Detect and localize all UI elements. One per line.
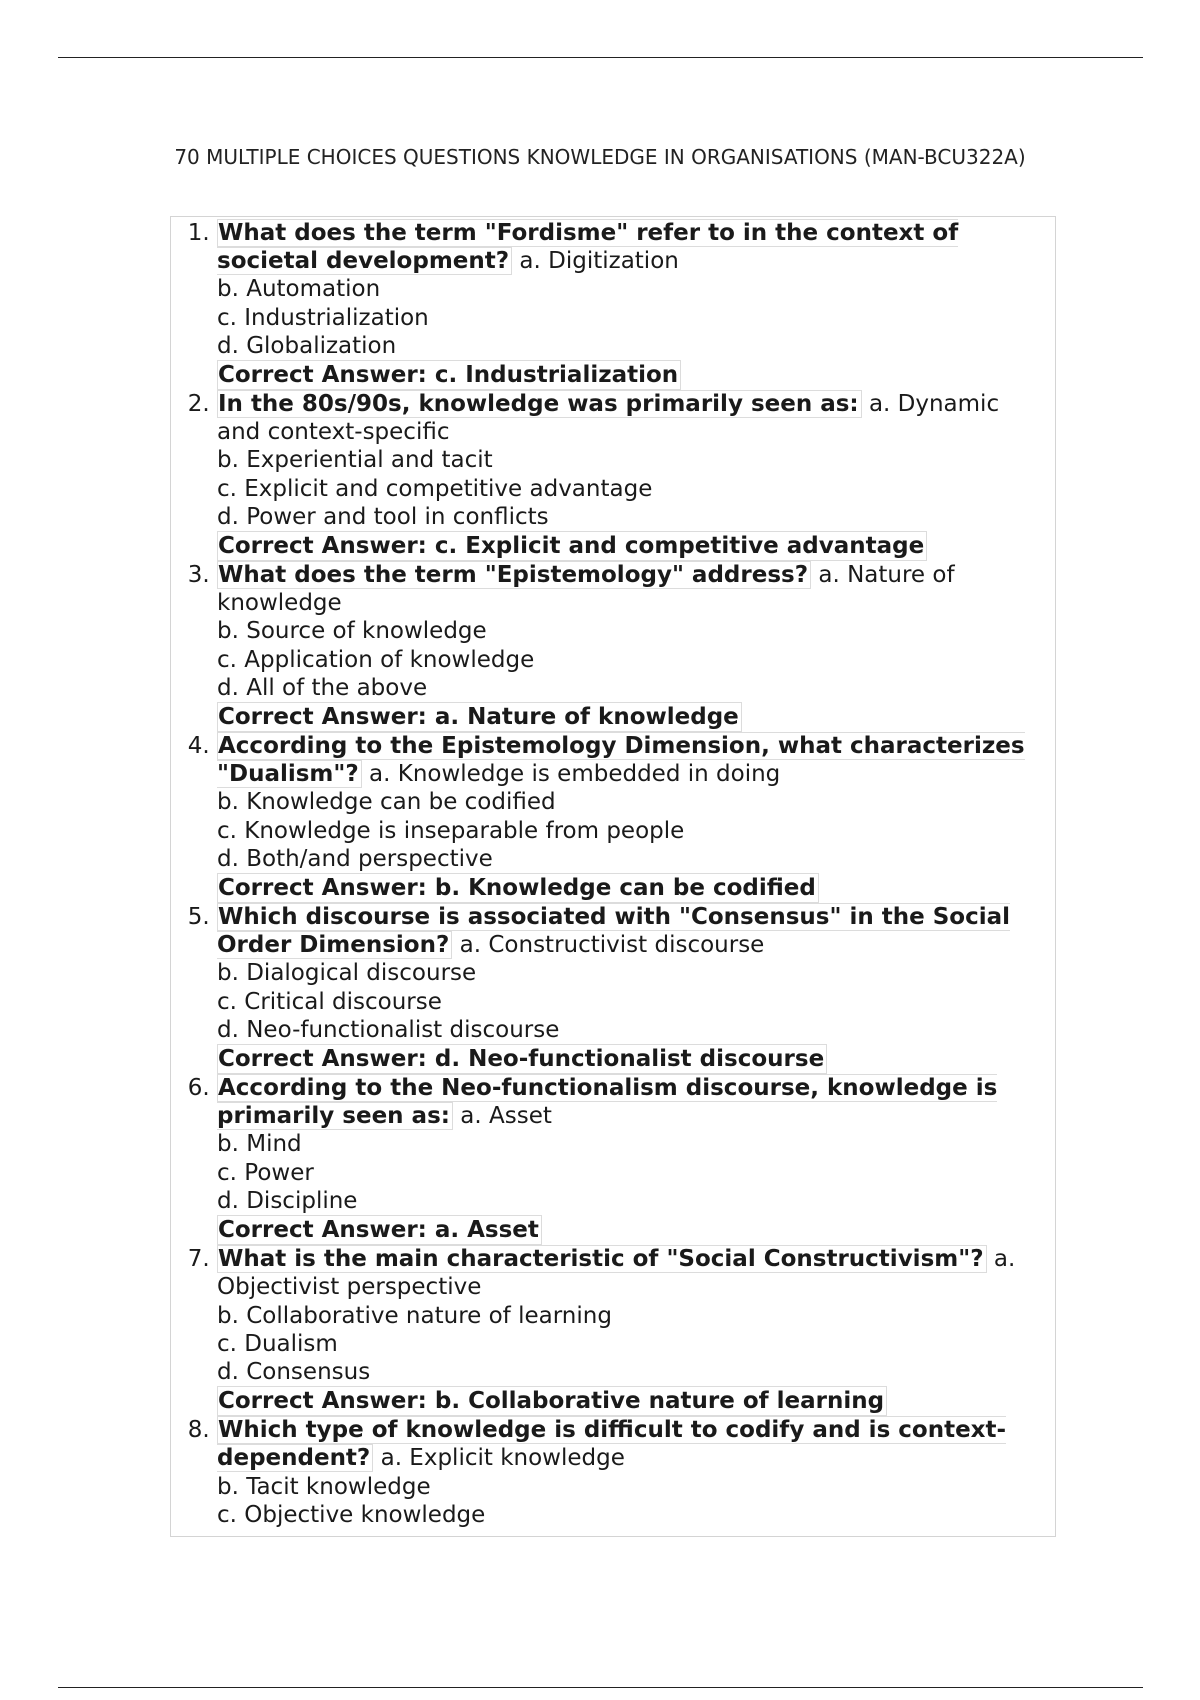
option-c: c. Industrialization bbox=[217, 304, 429, 331]
question-text: Which discourse is associated with "Consensus" in the Social Order Dimension? bbox=[217, 904, 1010, 959]
question-item-1 bbox=[217, 219, 1049, 390]
option-d: d. All of the above bbox=[217, 674, 428, 701]
question-text: According to the Neo-functionalism discourse, knowledge is primarily seen as: bbox=[217, 1075, 998, 1130]
option-a: a. Explicit knowledge bbox=[380, 1445, 625, 1472]
option-d: d. Neo-functionalist discourse bbox=[217, 1016, 560, 1043]
option-a: a. Dynamic and context-specific bbox=[217, 391, 1000, 446]
question-item-5 bbox=[217, 903, 1049, 1074]
option-d: d. Consensus bbox=[217, 1358, 371, 1385]
option-b: b. Source of knowledge bbox=[217, 618, 487, 645]
option-c: c. Application of knowledge bbox=[217, 646, 535, 673]
question-text: What is the main characteristic of "Social Constructivism"? bbox=[217, 1245, 987, 1273]
option-b: b. Experiential and tacit bbox=[217, 447, 493, 474]
option-b: b. Automation bbox=[217, 276, 381, 303]
option-c: c. Objective knowledge bbox=[217, 1501, 486, 1528]
option-b: b. Knowledge can be codified bbox=[217, 789, 556, 816]
question-list bbox=[171, 219, 1049, 1529]
question-item-7 bbox=[217, 1245, 1049, 1416]
document-title: 70 MULTIPLE CHOICES QUESTIONS KNOWLEDGE IN ORGANISATIONS (MAN-BCU322A) bbox=[174, 145, 1026, 169]
correct-answer: Correct Answer: c. Explicit and competitive advantage bbox=[217, 531, 927, 561]
option-a: a. Knowledge is embedded in doing bbox=[369, 761, 781, 788]
option-d: d. Discipline bbox=[217, 1187, 358, 1214]
question-item-6 bbox=[217, 1074, 1049, 1245]
option-a: a. Constructivist discourse bbox=[459, 932, 765, 959]
correct-answer: Correct Answer: b. Collaborative nature of learning bbox=[217, 1386, 887, 1416]
footer-rule bbox=[58, 1687, 1143, 1688]
question-text: In the 80s/90s, knowledge was primarily seen as: bbox=[217, 390, 862, 418]
question-item-4 bbox=[217, 732, 1049, 903]
correct-answer: Correct Answer: a. Nature of knowledge bbox=[217, 702, 742, 732]
option-c: c. Knowledge is inseparable from people bbox=[217, 817, 685, 844]
option-a: a. Digitization bbox=[519, 248, 679, 275]
question-item-3 bbox=[217, 561, 1049, 732]
correct-answer: Correct Answer: c. Industrialization bbox=[217, 360, 681, 390]
option-c: c. Critical discourse bbox=[217, 988, 442, 1015]
option-d: d. Both/and perspective bbox=[217, 845, 493, 872]
option-a: a. Objectivist perspective bbox=[217, 1246, 1016, 1301]
option-b: b. Tacit knowledge bbox=[217, 1473, 431, 1500]
question-text: According to the Epistemology Dimension, what characterizes "Dualism"? bbox=[217, 733, 1025, 788]
option-d: d. Power and tool in conflicts bbox=[217, 503, 549, 530]
option-c: c. Explicit and competitive advantage bbox=[217, 475, 653, 502]
option-b: b. Mind bbox=[217, 1131, 302, 1158]
question-item-8 bbox=[217, 1416, 1049, 1529]
option-c: c. Power bbox=[217, 1159, 314, 1186]
option-b: b. Dialogical discourse bbox=[217, 960, 477, 987]
correct-answer: Correct Answer: b. Knowledge can be codified bbox=[217, 873, 819, 903]
question-item-2 bbox=[217, 390, 1049, 561]
header-rule bbox=[58, 57, 1143, 58]
option-d: d. Globalization bbox=[217, 332, 397, 359]
question-text: What does the term "Epistemology" address? bbox=[217, 561, 811, 589]
question-text: Which type of knowledge is difficult to codify and is context-dependent? bbox=[217, 1417, 1007, 1472]
questions-box bbox=[170, 216, 1056, 1537]
option-a: a. Asset bbox=[460, 1103, 552, 1130]
option-b: b. Collaborative nature of learning bbox=[217, 1302, 612, 1329]
question-text: What does the term "Fordisme" refer to in the context of societal development? bbox=[217, 220, 959, 275]
correct-answer: Correct Answer: a. Asset bbox=[217, 1215, 542, 1245]
option-c: c. Dualism bbox=[217, 1330, 338, 1357]
correct-answer: Correct Answer: d. Neo-functionalist discourse bbox=[217, 1044, 827, 1074]
option-a: a. Nature of knowledge bbox=[217, 562, 955, 617]
